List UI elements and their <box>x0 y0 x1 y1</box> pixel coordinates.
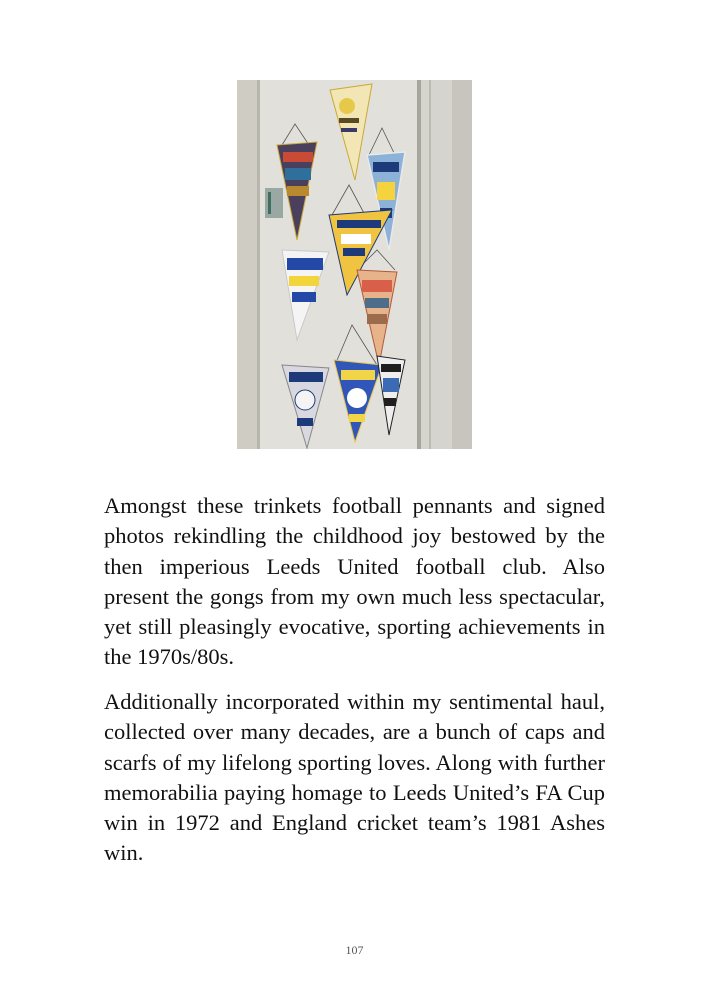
page-number: 107 <box>345 943 364 957</box>
paragraph-1: Amongst these trinkets football pennants and signed photos rekindling the childhood joy bestowed by the then imperious Leeds United football club. Also present the gongs from my own much less spectacular, yet still pleasingly evocative, sporting achievements in the 1970s/80s. <box>104 493 605 670</box>
pennants-photo <box>237 80 472 449</box>
paragraph-2: Additionally incorporated within my sentimental haul, collected over many decades, are a bunch of caps and scarfs of my lifelong sporting loves. Along with further memorabilia paying homage to Leeds United’s FA Cup win in 1972 and England cricket team’s 1981 Ashes win. <box>104 689 605 866</box>
